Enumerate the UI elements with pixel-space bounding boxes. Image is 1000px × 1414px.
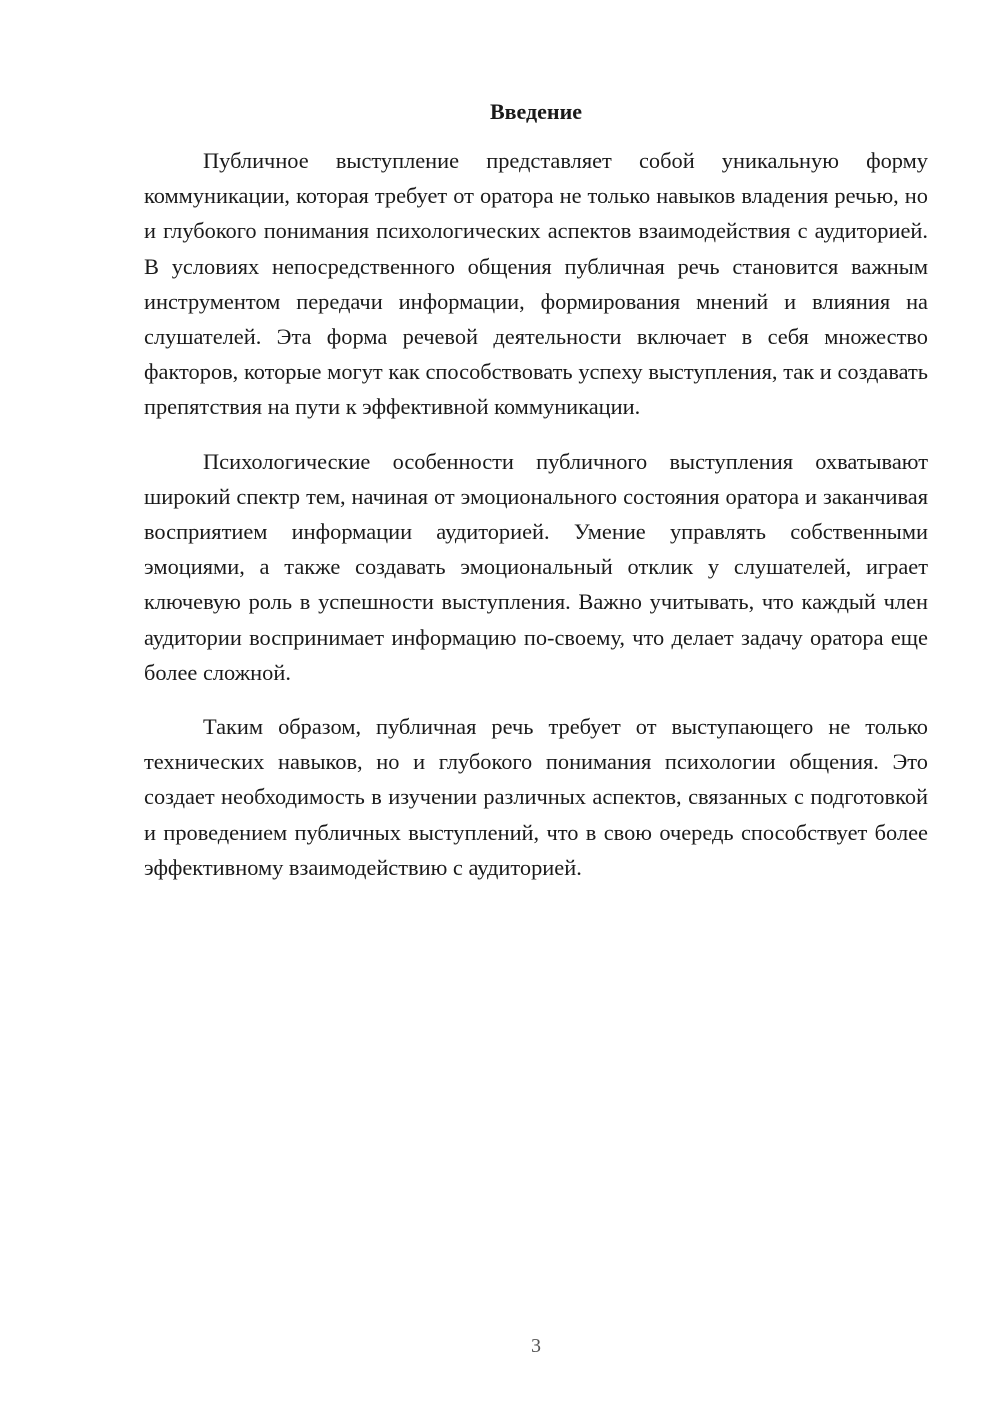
paragraph-3: Таким образом, публичная речь требует от выступающего не только технических навыков, но и глубокого понимания психологии общения. Это создает необходимость в изучении различных аспектов, связанных с подготовкой и проведением публичных выступлений, что в свою очередь способствует более эффективному взаимодействию с аудиторией.: [144, 714, 928, 880]
page-number: 3: [531, 1335, 541, 1357]
body-text: [144, 143, 928, 904]
paragraph-2: Психологические особенности публичного выступления охватывают широкий спектр тем, начиная от эмоционального состояния оратора и заканчивая восприятием информации аудиторией. Умение управлять собственными эмоциями, а также создавать эмоциональный отклик у слушателей, играет ключевую роль в успешности выступления. Важно учитывать, что каждый член аудитории воспринимает информацию по-своему, что делает задачу оратора еще более сложной.: [144, 448, 928, 685]
section-heading: Введение: [489, 99, 583, 124]
paragraph-1: Публичное выступление представляет собой уникальную форму коммуникации, которая требует от оратора не только навыков владения речью, но и глубокого понимания психологических аспектов взаимодействия с аудиторией. В условиях непосредственного общения публичная речь становится важным инструментом передачи информации, формирования мнений и влияния на слушателей. Эта форма речевой деятельности включает в себя множество факторов, которые могут как способствовать успеху выступления, так и создавать препятствия на пути к эффективной коммуникации.: [144, 148, 928, 420]
